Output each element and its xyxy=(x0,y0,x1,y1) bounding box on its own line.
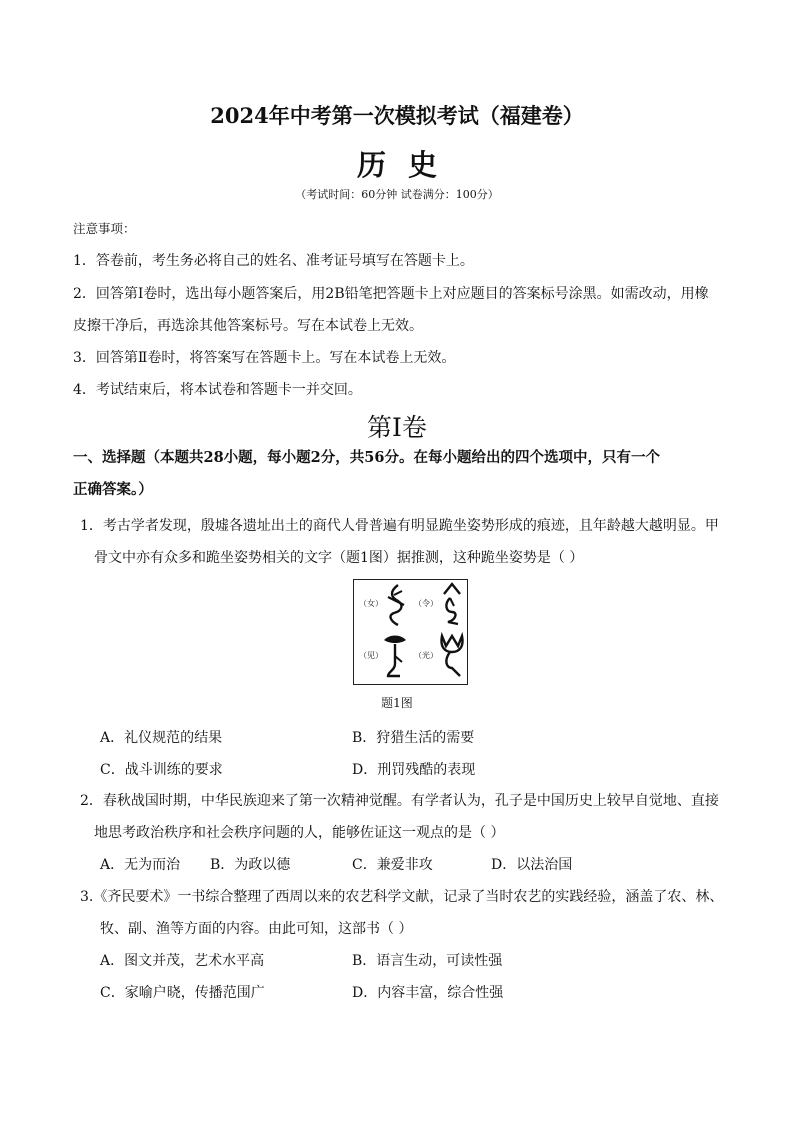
notice-item-2: 2．回答第Ⅰ卷时，选出每小题答案后，用2B铅笔把答题卡上对应题目的答案标号涂黑。如需改动，用橡 xyxy=(73,286,709,302)
notice-item-1: 1．答卷前，考生务必将自己的姓名、准考证号填写在答题卡上。 xyxy=(73,253,474,269)
oracle-glyph-ling xyxy=(440,582,464,628)
notice-item-4: 4．考试结束后，将本试卷和答题卡一并交回。 xyxy=(73,382,362,398)
q1-stem-line1: 1．考古学者发现，殷墟各遗址出土的商代人骨普遍有明显跪坐姿势形成的痕迹，且年龄越大越明显。甲 xyxy=(80,518,719,534)
q1-stem-line2: 骨文中亦有众多和跪坐姿势相关的文字（题1图）据推测，这种跪坐姿势是（ ） xyxy=(94,550,584,566)
q1-option-b[interactable]: B．狩猎生活的需要 xyxy=(352,730,475,746)
q2-option-a[interactable]: A．无为而治 xyxy=(100,857,181,873)
q1-option-a[interactable]: A．礼仪规范的结果 xyxy=(100,730,223,746)
section-heading-line1: 一、选择题（本题共28小题，每小题2分，共56分。在每小题给出的四个选项中，只有一个 xyxy=(73,449,660,466)
figure-label-ling: （令） xyxy=(414,599,438,608)
oracle-glyph-nu xyxy=(384,583,408,627)
q2-option-c[interactable]: C．兼爱非攻 xyxy=(352,857,433,873)
q3-stem-line1: 3.《齐民要术》一书综合整理了西周以来的农艺科学文献，记录了当时农艺的实践经验，涵盖了农、林、 xyxy=(80,889,724,905)
figure-label-jian: （见） xyxy=(359,651,383,660)
exam-info: （考试时间：60分钟 试卷满分：100分） xyxy=(295,188,499,201)
exam-title: 2024年中考第一次模拟考试（福建卷） xyxy=(210,103,584,128)
q1-option-c[interactable]: C．战斗训练的要求 xyxy=(100,762,223,778)
q2-stem-line1: 2．春秋战国时期，中华民族迎来了第一次精神觉醒。有学者认为，孔子是中国历史上较早自觉地、直接 xyxy=(80,793,719,809)
q1-option-d[interactable]: D．刑罚残酷的表现 xyxy=(352,762,476,778)
q3-option-d[interactable]: D．内容丰富，综合性强 xyxy=(352,985,504,1001)
oracle-glyph-jian xyxy=(380,634,410,680)
q3-stem-line2: 牧、副、渔等方面的内容。由此可知，这部书（ ） xyxy=(100,921,413,937)
q3-option-b[interactable]: B．语言生动，可读性强 xyxy=(352,953,503,969)
q2-stem-line2: 地思考政治秩序和社会秩序问题的人，能够佐证这一观点的是（ ） xyxy=(94,825,505,841)
q1-figure xyxy=(353,579,468,685)
notice-item-3: 3．回答第Ⅱ卷时，将答案写在答题卡上。写在本试卷上无效。 xyxy=(73,350,456,366)
part-title: 第Ⅰ卷 xyxy=(367,413,427,442)
subject-title: 历史 xyxy=(356,148,459,182)
q1-figure-caption: 题1图 xyxy=(381,696,413,710)
section-heading-line2: 正确答案。） xyxy=(73,481,153,498)
figure-label-nu: （女） xyxy=(359,599,383,608)
q2-option-b[interactable]: B．为政以德 xyxy=(210,857,291,873)
q2-option-d[interactable]: D．以法治国 xyxy=(491,857,573,873)
notice-item-2-cont: 皮擦干净后，再选涂其他答案标号。写在本试卷上无效。 xyxy=(73,318,423,334)
oracle-glyph-guang xyxy=(438,632,466,680)
q3-option-a[interactable]: A．图文并茂，艺术水平高 xyxy=(100,953,265,969)
figure-label-guang: （光） xyxy=(414,651,438,660)
q3-option-c[interactable]: C．家喻户晓，传播范围广 xyxy=(100,985,265,1001)
notice-heading: 注意事项： xyxy=(73,221,136,236)
